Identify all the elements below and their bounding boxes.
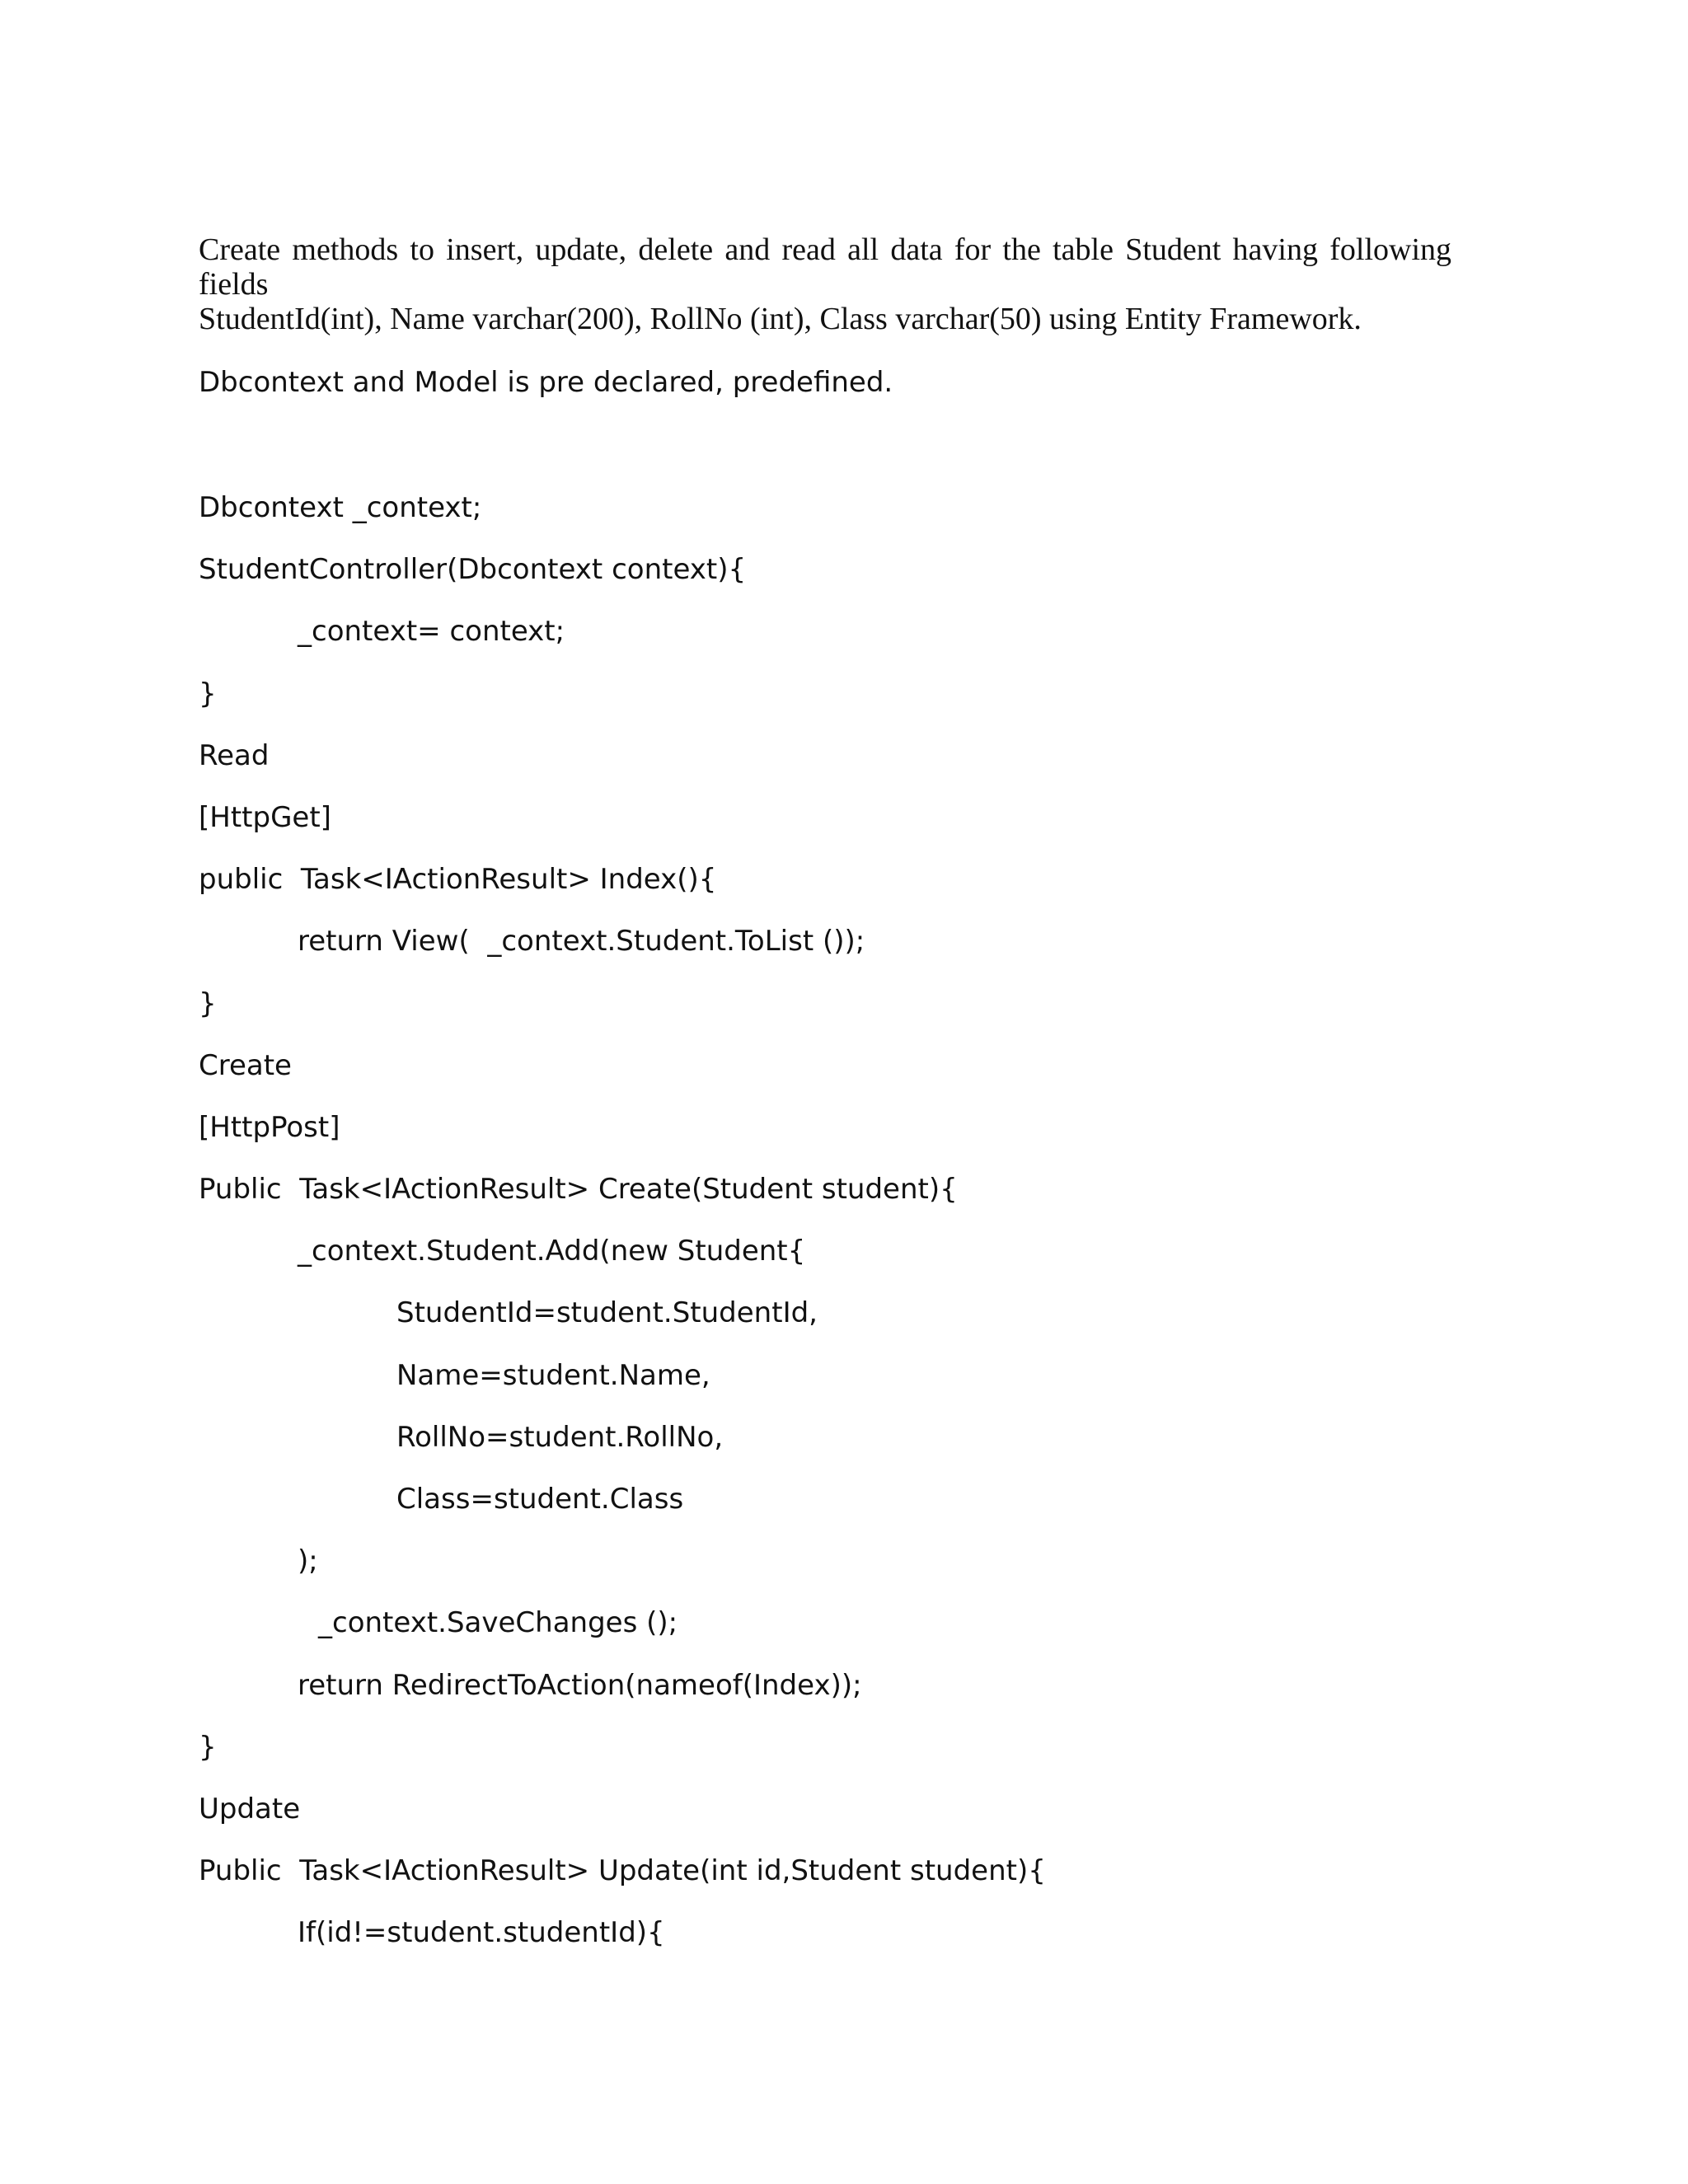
code-line: Dbcontext _context; [199, 491, 482, 524]
code-line: } [199, 677, 217, 710]
code-line: [HttpGet] [199, 800, 331, 834]
code-block [199, 491, 1046, 1979]
section-label-update: Update [199, 1792, 301, 1825]
question-text [199, 232, 1451, 336]
code-line: return View( _context.Student.ToList ()); [298, 925, 865, 958]
code-line: } [199, 987, 217, 1020]
code-line: RollNo=student.RollNo, [396, 1420, 724, 1454]
section-label-create: Create [199, 1048, 292, 1082]
code-line: ); [298, 1544, 318, 1578]
question-line-2: StudentId(int), Name varchar(200), RollNo (int), Class varchar(50) using Entity Framework. [199, 302, 1362, 336]
code-line: StudentController(Dbcontext context){ [199, 553, 747, 587]
code-line: Public Task<IActionResult> Create(Student student){ [199, 1173, 958, 1207]
code-line: Class=student.Class [396, 1483, 684, 1516]
code-line: public Task<IActionResult> Index(){ [199, 863, 717, 897]
code-line: StudentId=student.StudentId, [396, 1296, 818, 1330]
code-line: [HttpPost] [199, 1110, 340, 1144]
note-text: Dbcontext and Model is pre declared, predefined. [199, 366, 893, 399]
code-line: _context= context; [298, 615, 565, 649]
section-label-read: Read [199, 738, 270, 772]
code-line: } [199, 1730, 217, 1764]
code-line: _context.SaveChanges (); [318, 1606, 678, 1640]
code-line: Name=student.Name, [396, 1358, 710, 1392]
code-line: If(id!=student.studentId){ [298, 1916, 665, 1950]
question-line-1: Create methods to insert, update, delete and read all data for the table Student having following fields [199, 232, 1451, 302]
code-line: _context.Student.Add(new Student{ [298, 1235, 806, 1268]
code-line: Public Task<IActionResult> Update(int id,Student student){ [199, 1854, 1046, 1888]
code-line: return RedirectToAction(nameof(Index)); [298, 1668, 862, 1702]
